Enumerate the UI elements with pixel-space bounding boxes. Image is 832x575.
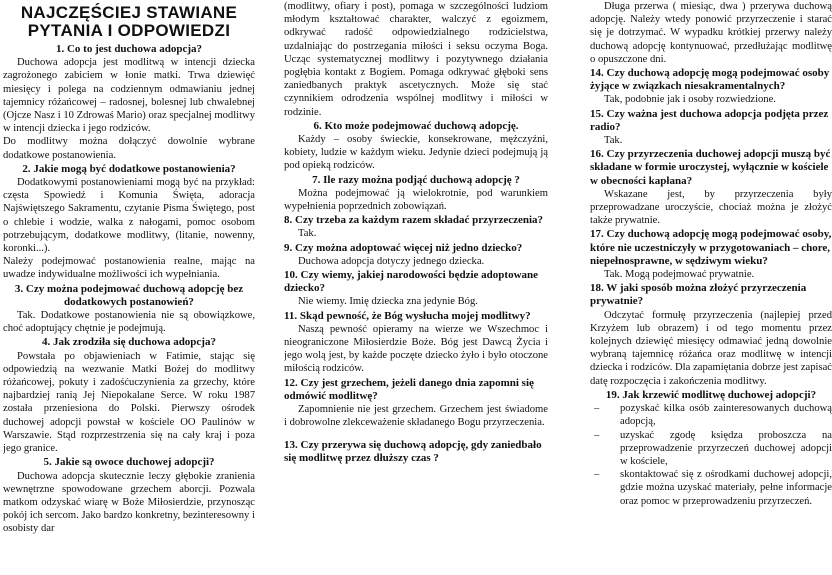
answer-1-note: Do modlitwy można dołączyć dowolnie wybrane dodatkowe postanowienia. (3, 136, 255, 161)
answer-9: Duchowa adopcja dotyczy jednego dziecka. (298, 255, 485, 267)
answer-11: Naszą pewność opieramy na wierze we Wszechmoc i nieograniczone Miłosierdzie Boże. Bóg jest Dawcą Życia i jego wolą jest, by każde poczęte dziecko żyło i było otoczone miłością rodziców. (284, 323, 548, 375)
answer-5-continued: (modlitwy, ofiary i post), pomaga w szczególności ludziom młodym kształtować charakter, walczyć z egoizmem, odkrywać radość odpowiedzialnego rodzicielstwa, uzdalniając do postrzegania miłości i seksu oczyma Boga. Ucząc systematycznej modlitwy i pozytywnego działania pogłębia kontakt z Bogiem. Pomaga odkrywać głęboki sens zaniedbanych praktyk ascetycznych. Może się stać czynnikiem odrodzenia wspólnej modlitwy i miłości w rodzinie. (284, 1, 548, 118)
answer-1: Duchowa adopcja jest modlitwą w intencji dziecka zagrożonego zabiciem w łonie matki. Trwa dziewięć miesięcy i polega na codziennym odmawianiu jednej tajemnicy różańcowej – radosnej, bolesnej lub chwalebnej (Ojcze Nasz i 10 Zdrowaś Mario) oraz specjalnej modlitwy w intencji dziecka i jego rodziców. (3, 57, 255, 135)
column-middle (284, 0, 548, 575)
answer-8: Tak. (298, 228, 317, 240)
question-13: 13. Czy przerywa się duchową adopcję, gdy zaniedbało się modlitwę przez dłuższy czas ? (284, 438, 542, 464)
question-12: 12. Czy jest grzechem, jeżeli danego dnia zapomni się odmówić modlitwę? (284, 376, 534, 402)
ways-list (590, 402, 832, 508)
answer-16: Wskazane jest, by przyrzeczenia były przeprowadzane uroczyście, chociaż można je złożyć także prywatnie. (590, 188, 832, 227)
question-4: 4. Jak zrodziła się duchowa adopcja? (42, 336, 216, 349)
answer-10: Nie wiemy. Imię dziecka zna jedynie Bóg. (298, 296, 478, 308)
answer-7: Można podejmować ją wielokrotnie, pod warunkiem wypełnienia poprzednich zobowiązań. (284, 187, 548, 213)
question-18: 18. W jaki sposób można złożyć przyrzeczenia prywatnie? (590, 282, 807, 308)
list-item: – skontaktować się z ośrodkami duchowej adopcji, gdzie można uzyskać materiały, pełne informacje oraz pomoc w przeprowadzeniu przyrzeczeń. (590, 468, 832, 508)
answer-2-note: Należy podejmować postanowienia realne, mając na uwadze indywidualne możliwości ich wypełniania. (3, 256, 255, 281)
answer-13: Długa przerwa ( miesiąc, dwa ) przerywa duchową adopcję. Należy wtedy ponowić przyrzeczenie i starać się je dotrzymać. W wypadku krótkiej przerwy należy duchową adopcję kontynuować, przedłużając modlitwę o opuszczone dni. (590, 1, 832, 65)
answer-17: Tak. Mogą podejmować prywatnie. (604, 269, 755, 281)
question-5: 5. Jakie są owoce duchowej adopcji? (43, 456, 215, 469)
column-left (3, 0, 255, 575)
question-15: 15. Czy ważna jest duchowa adopcja podjęta przez radio? (590, 107, 829, 133)
answer-2: Dodatkowymi postanowieniami mogą być na przykład: częsta Spowiedź i Komunia Święta, adoracja Najświętszego Sakramentu, czytanie Pisma Świętego, post o chlebie i wodzie, walka z nałogami, pomoc osobom potrzebującym, dodatkowe modlitwy, (litanie, nowenny, koronki...). (3, 177, 255, 255)
question-8: 8. Czy trzeba za każdym razem składać przyrzeczenia? (284, 214, 544, 227)
question-2: 2. Jakie mogą być dodatkowe postanowienia? (22, 162, 236, 175)
title-line-2: PYTANIA I ODPOWIEDZI (27, 21, 231, 40)
answer-3: Tak. Dodatkowe postanowienia nie są obowiązkowe, choć adoptujący chętnie je podejmują. (3, 310, 255, 335)
answer-14: Tak, podobnie jak i osoby rozwiedzione. (604, 94, 776, 106)
answer-4: Powstała po objawieniach w Fatimie, stając się odpowiedzią na wezwanie Matki Bożej do modlitwy różańcowej, pokuty i zadośćuczynienia za grzechy, które najbardziej ranią Jej Niepokalane Serce. W roku 1987 została przeniesiona do Polski. Pierwszy ośrodek duchowej adopcji powstał w kościele OO Paulinów w Warszawie. Stąd rozprzestrzenia się na cały kraj i poza jego granice. (3, 350, 255, 455)
question-9: 9. Czy można adoptować więcej niż jedno dziecko? (284, 241, 523, 254)
column-right (590, 0, 832, 575)
question-17: 17. Czy duchową adopcję mogą podejmować osoby, które nie uczestniczyły w przygotowaniach – chore, niepełnosprawne, w sędziwym wieku? (590, 228, 832, 267)
title-line-1: NAJCZĘŚCIEJ STAWIANE (20, 3, 238, 22)
question-6: 6. Kto może podejmować duchową adopcję. (313, 119, 519, 132)
answer-5: Duchowa adopcja skutecznie leczy głębokie zranienia wewnętrzne spowodowane grzechem aborcji. Pozwala matkom odzyskać wiarę w Boże Miłosierdzie, przynosząc pokój ich sercom. Jako bardzo konkretny, bezinteresowny i osobisty dar (3, 470, 255, 535)
answer-12: Zapomnienie nie jest grzechem. Grzechem jest świadome i dobrowolne zlekceważenie składanego Bogu przyrzeczenia. (284, 404, 548, 429)
question-16: 16. Czy przyrzeczenia duchowej adopcji muszą być składane w formie uroczystej, wyłącznie w kościele w obecności kapłana? (590, 148, 831, 187)
question-10: 10. Czy wiemy, jakiej narodowości będzie adoptowane dziecko? (284, 269, 539, 295)
page-title (3, 4, 255, 40)
question-11: 11. Skąd pewność, że Bóg wysłucha mojej modlitwy? (284, 309, 531, 322)
question-14: 14. Czy duchową adopcję mogą podejmować osoby żyjące w związkach niesakramentalnych? (590, 67, 830, 93)
question-3: 3. Czy można podejmować duchową adopcję bez dodatkowych postanowień? (14, 282, 244, 308)
list-item: – pozyskać kilka osób zainteresowanych duchową adopcją, (590, 402, 832, 428)
spacer (284, 430, 548, 438)
question-1: 1. Co to jest duchowa adopcja? (55, 43, 203, 55)
answer-18: Odczytać formułę przyrzeczenia (najlepiej przed Krzyżem lub obrazem) i od tego momentu przez kolejnych dziewięć miesięcy odmawiać jedną dowolnie wybraną tajemnicę różańca oraz modlitwę w intencji dziecka i rodziców. Dla zapamiętania dobrze jest zapisać datę rozpoczęcia i zakończenia modlitwy. (590, 309, 832, 387)
list-item: – uzyskać zgodę księdza proboszcza na przeprowadzenie przyrzeczeń duchowej adopcji w kościele, (590, 429, 832, 469)
answer-15: Tak. (604, 135, 623, 147)
question-7: 7. Ile razy można podjąć duchową adopcję ? (312, 173, 520, 186)
question-19: 19. Jak krzewić modlitwę duchowej adopcji? (605, 388, 817, 401)
answer-6: Każdy – osoby świeckie, konsekrowane, mężczyźni, kobiety, ludzie w każdym wieku. Jedynie dzieci podejmują ją pod opieką rodziców. (284, 134, 548, 172)
